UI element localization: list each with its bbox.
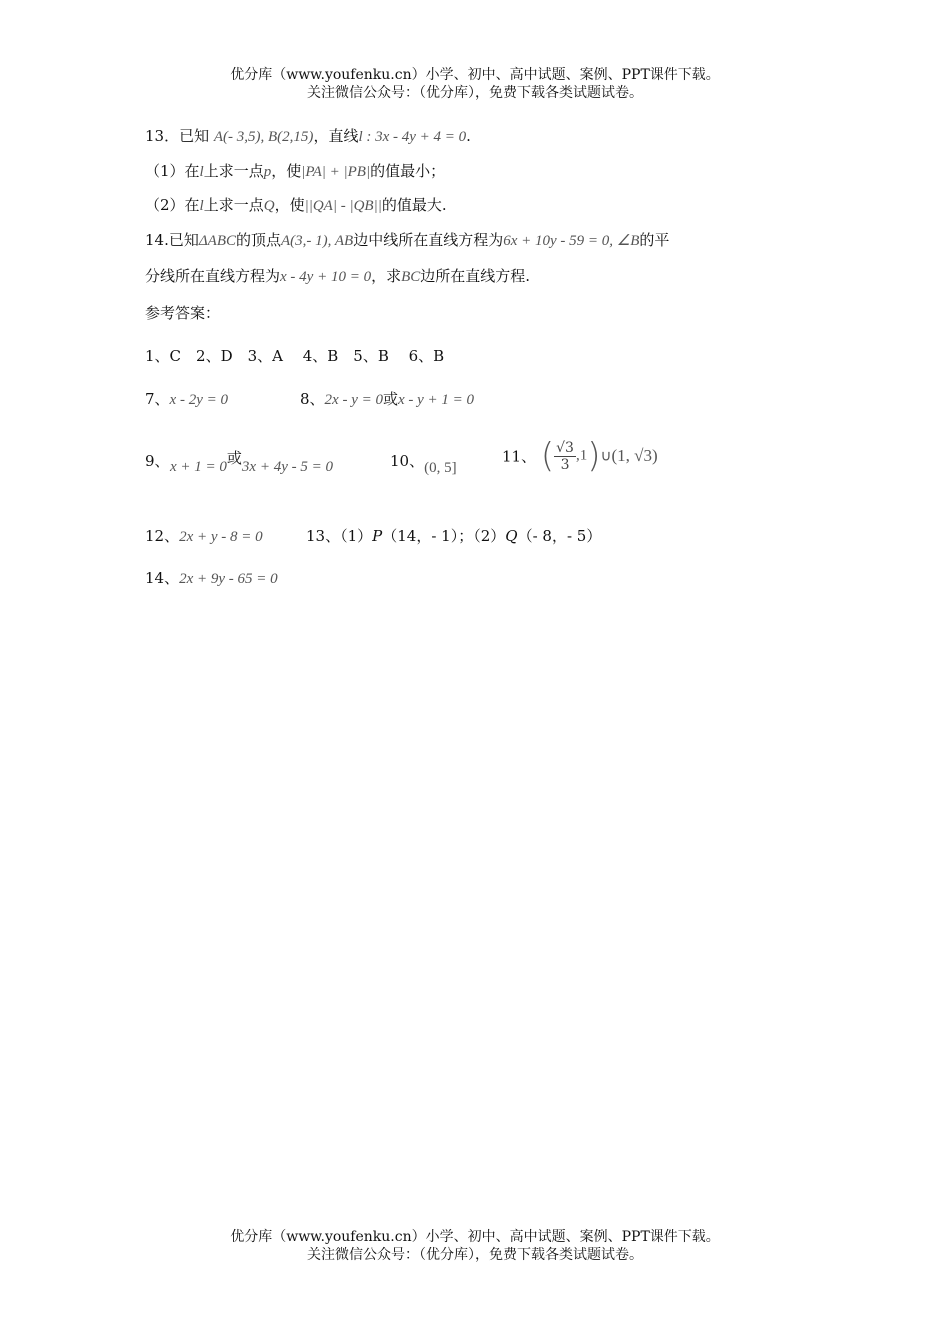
right-paren-icon: ) bbox=[587, 436, 601, 476]
sqrt3-over-3-fraction: $\frac{√3}{3}$ bbox=[556, 439, 574, 473]
answers-title: 参考答案： bbox=[145, 304, 221, 322]
answer-9-expr: x + 1 = 0或3x + 4y - 5 = 0 bbox=[170, 449, 333, 475]
answer-12: 12、2x + y - 8 = 0 bbox=[145, 527, 263, 545]
page-footer bbox=[0, 1228, 950, 1264]
answer-7: 7、x - 2y = 0 bbox=[145, 390, 228, 408]
question-14-line-1: 14.已知ΔABC的顶点A(3,- 1), AB边中线所在直线方程为6x + 10y - 59 = 0, ∠B的平 bbox=[145, 231, 670, 249]
question-13-part-2: （2）在l上求一点Q，使||QA| - |QB||的值最大. bbox=[145, 196, 447, 214]
answer-11: 11、 ( $\frac{√3}{3}$ ,1)∪(1, √3) bbox=[502, 436, 658, 476]
header-line-2: 关注微信公众号：（优分库），免费下载各类试题试卷。 bbox=[307, 85, 643, 101]
footer-line-1: 优分库（www.youfenku.cn）小学、初中、高中试题、案例、PPT课件下载。 bbox=[230, 1229, 720, 1245]
footer-line-2: 关注微信公众号：（优分库），免费下载各类试题试卷。 bbox=[307, 1247, 643, 1263]
answers-choice: 1、C 2、D 3、A 4、B 5、B 6、B bbox=[145, 347, 445, 365]
answer-8: 8、2x - y = 0或x - y + 1 = 0 bbox=[300, 390, 475, 408]
page-header bbox=[0, 66, 950, 102]
left-paren-icon: ( bbox=[540, 436, 555, 476]
answer-13: 13、（1）P（14，- 1）；（2）Q（- 8，- 5） bbox=[306, 527, 602, 545]
question-13: 13．已知 A(- 3,5), B(2,15)，直线l : 3x - 4y + 4 = 0. bbox=[145, 127, 471, 145]
answer-9: 9、 bbox=[145, 452, 170, 470]
question-14-line-2: 分线所在直线方程为x - 4y + 10 = 0，求BC边所在直线方程. bbox=[145, 267, 531, 285]
header-line-1: 优分库（www.youfenku.cn）小学、初中、高中试题、案例、PPT课件下载。 bbox=[230, 67, 720, 83]
answer-14: 14、2x + 9y - 65 = 0 bbox=[145, 569, 278, 587]
question-13-part-1: （1）在l上求一点p，使|PA| + |PB|的值最小； bbox=[145, 162, 446, 180]
answer-10: 10、(0, 5] bbox=[390, 452, 457, 476]
